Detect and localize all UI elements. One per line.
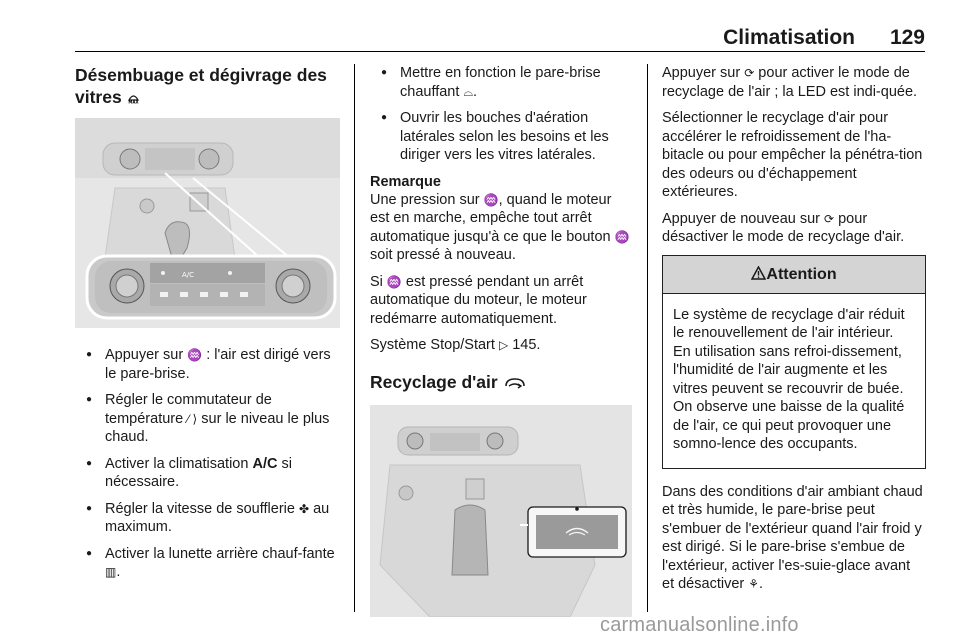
climate-panel-illustration (75, 118, 340, 328)
warning-triangle-icon (751, 266, 766, 280)
remark-text: Si ♒ est pressé pendant un arrêt automatique du moteur, le moteur redémarre automatiquement. (370, 273, 587, 327)
list-item: ● Mettre en fonction le pare-brise chauffant ⌓. (370, 64, 632, 101)
ac-label: A/C (181, 271, 195, 279)
remark-block (370, 173, 632, 329)
fan-icon: ✤ (298, 501, 310, 516)
section-heading-defrost: Désembuage et dégivrage des vitres MAX (75, 65, 327, 107)
column-divider (647, 64, 648, 612)
list-item: ● Ouvrir les bouches d'aération latérales selon les besoins et les diriger vers les vitres latérales. (370, 109, 632, 165)
section-heading-recirculation: Recyclage d'air (370, 371, 632, 393)
watermark-text: carmanualsonline.info (600, 614, 799, 636)
recirculation-button-illustration (370, 405, 632, 617)
air-recirculation-icon: ⟳ (824, 211, 835, 226)
page-header (75, 26, 925, 52)
defrost-max-icon: ♒ (187, 348, 203, 362)
dashboard-drawing (75, 118, 340, 328)
paragraph: Appuyer sur ⟳ pour activer le mode de recyclage de l'air ; la LED est indi-quée. (662, 65, 918, 100)
remark-text: Une pression sur ♒, quand le moteur est en marche, empêche tout arrêt automatique jusqu'à ce que le bouton ♒ soit pressé à nouveau. (370, 191, 630, 263)
page-title: Climatisation (723, 26, 855, 49)
defrost-icon (127, 90, 140, 104)
column-1 (75, 64, 340, 590)
column-divider (354, 64, 355, 612)
svg-text:MAX: MAX (127, 99, 139, 104)
windscreen-heating-icon: ⌓ (463, 84, 473, 99)
list-item: ● Activer la lunette arrière chauf-fante ▥. (75, 545, 340, 582)
defrost-max-icon: ♒ (614, 229, 630, 244)
windscreen-defrost-icon: ⚘ (748, 577, 760, 591)
remark-title: Remarque (370, 173, 441, 190)
list-item: ● Régler la vitesse de soufflerie ✤ au maximum. (75, 500, 340, 537)
column-3 (662, 64, 926, 602)
paragraph: Appuyer de nouveau sur ⟳ pour désactiver le mode de recyclage d'air. (662, 210, 905, 245)
defrost-max-icon: ♒ (483, 192, 499, 207)
cross-reference[interactable]: Système Stop/Start ▷ 145. (370, 337, 541, 353)
column-2 (370, 64, 632, 617)
air-recirculation-icon (503, 376, 527, 390)
attention-body (663, 294, 925, 468)
list-item: ● Activer la climatisation A/C si nécessaire. (75, 455, 340, 492)
attention-header: Attention (663, 256, 925, 294)
attention-text: Le système de recyclage d'air réduit le renouvellement de l'air intérieur. En utilisation sans refroi-dissement, l'humidité de l'air augmente et les vitres peuvent se recouvrir de buée. On observe une baisse de la qualité de l'air, ce qui peut provoquer une somno-lence des occupants. (673, 306, 905, 452)
list-item: ● Régler le commutateur de température ⁄ ⟩ sur le niveau le plus chaud. (75, 391, 340, 447)
air-recirculation-icon: ⟳ (744, 66, 755, 80)
console-drawing (370, 405, 632, 617)
paragraph: Sélectionner le recyclage d'air pour accélérer le refroidissement de l'ha-bitacle ou pour empêcher la pénétra-tion des odeurs ou d'échappement extérieures. (662, 110, 923, 200)
temperature-knob-icon: ⁄ ⟩ (187, 411, 198, 426)
page-reference-icon: ▷ (498, 338, 509, 352)
attention-box (662, 255, 926, 469)
list-item: ● Appuyer sur ♒ : l'air est dirigé vers le pare-brise. (75, 346, 340, 383)
paragraph: Dans des conditions d'air ambiant chaud et très humide, le pare-brise peut s'embuer de l'extérieur quand l'air froid y est dirigé. Si le pare-brise s'embue de l'extérieur, activer l'es-suie-glace avant et désactiver ⚘. (662, 483, 923, 592)
defrost-steps-list-continued (370, 64, 632, 165)
defrost-max-icon: ♒ (386, 274, 402, 289)
rear-window-heating-icon: ▥ (105, 565, 117, 579)
page-number: 129 (889, 26, 925, 49)
defrost-steps-list (75, 346, 340, 582)
